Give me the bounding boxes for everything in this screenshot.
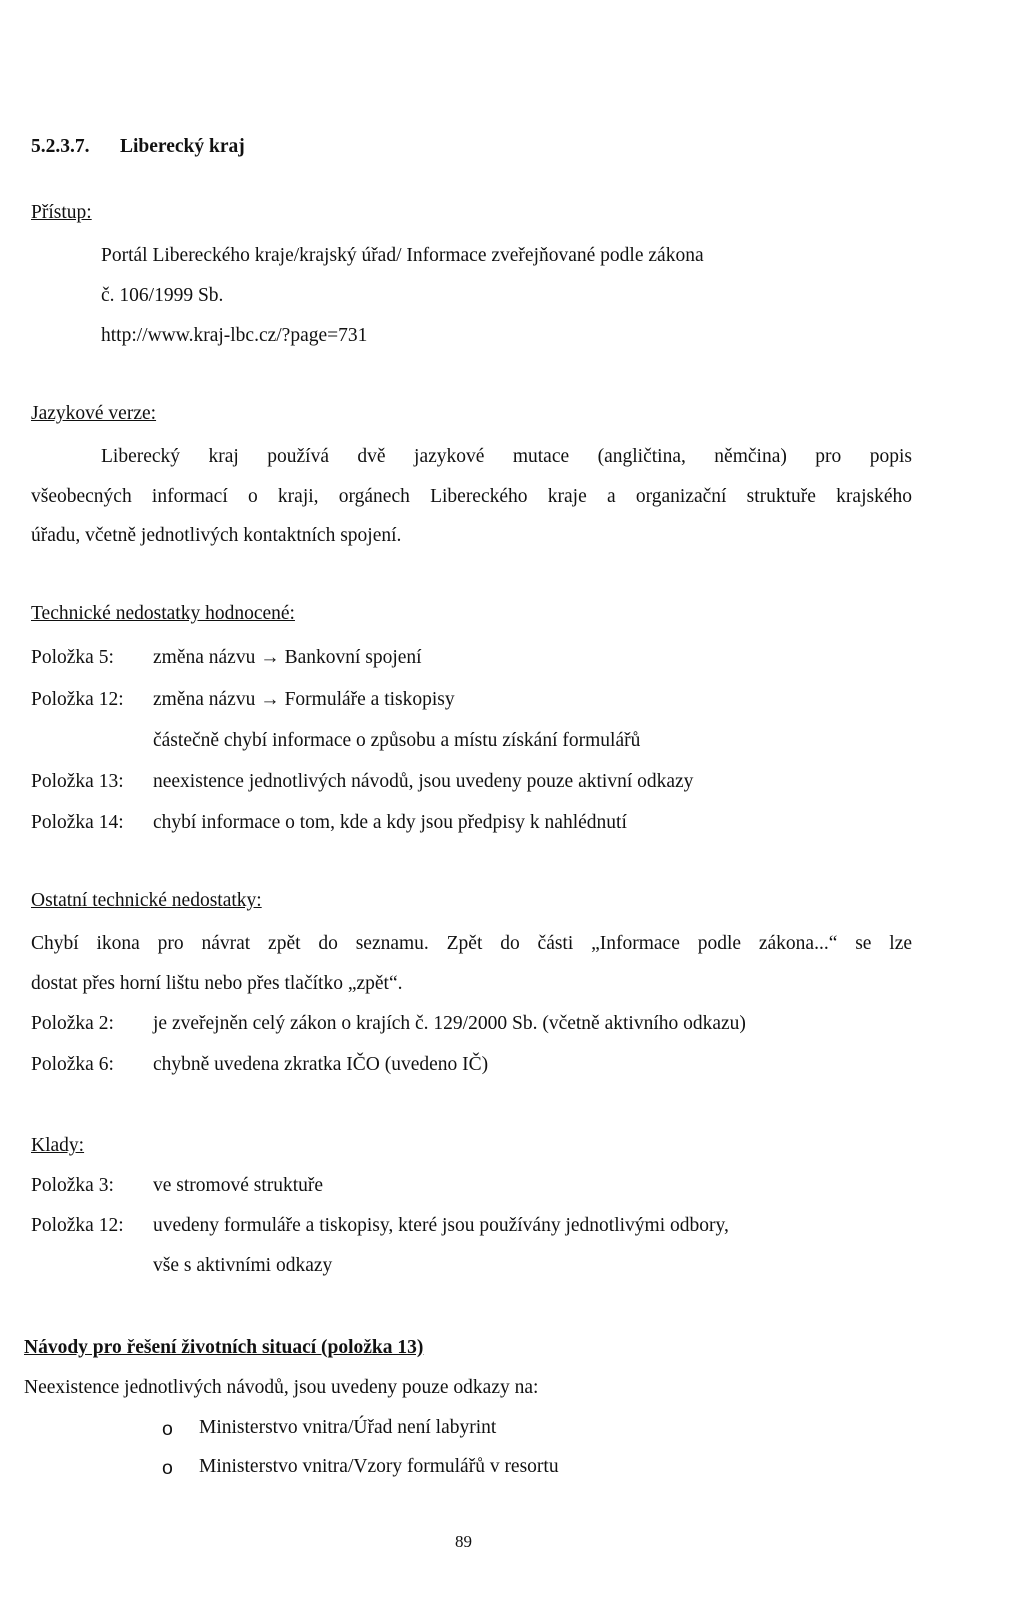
tech-rated-item: Položka 5: xyxy=(31,647,114,668)
access-line-1: Portál Libereckého kraje/krajský úřad/ Informace zveřejňované podle zákona xyxy=(101,245,704,266)
pros-item: Položka 3: xyxy=(31,1175,114,1196)
tech-rated-item: Položka 14: xyxy=(31,812,124,833)
guides-intro: Neexistence jednotlivých návodů, jsou uvedeny pouze odkazy na: xyxy=(24,1377,539,1398)
pros-text: ve stromové struktuře xyxy=(153,1175,324,1196)
access-url: http://www.kraj-lbc.cz/?page=731 xyxy=(101,325,368,346)
guides-title: Návody pro řešení životních situací (položka 13) xyxy=(24,1337,424,1358)
tech-other-line-2: dostat přes horní lištu nebo přes tlačítko „zpět“. xyxy=(31,973,403,994)
section-title: Liberecký kraj xyxy=(120,136,245,157)
languages-line-1: Liberecký kraj používá dvě jazykové mutace (angličtina, němčina) pro popis xyxy=(101,446,912,467)
tech-rated-text: neexistence jednotlivých návodů, jsou uvedeny pouze aktivní odkazy xyxy=(153,771,694,792)
tech-other-text: je zveřejněn celý zákon o krajích č. 129/2000 Sb. (včetně aktivního odkazu) xyxy=(153,1013,746,1034)
tech-rated-text: částečně chybí informace o způsobu a místu získání formulářů xyxy=(153,730,641,751)
tech-other-text: chybně uvedena zkratka IČO (uvedeno IČ) xyxy=(153,1054,489,1075)
languages-label: Jazykové verze: xyxy=(31,403,157,424)
tech-rated-item: Položka 13: xyxy=(31,771,124,792)
tech-other-item: Položka 6: xyxy=(31,1054,114,1075)
tech-other-line-1: Chybí ikona pro návrat zpět do seznamu. Zpět do části „Informace podle zákona...“ se lze xyxy=(31,933,912,954)
tech-other-item: Položka 2: xyxy=(31,1013,114,1034)
guides-item: Ministerstvo vnitra/Vzory formulářů v resortu xyxy=(199,1456,559,1477)
pros-text: uvedeny formuláře a tiskopisy, které jsou používány jednotlivými odbory, xyxy=(153,1215,729,1236)
tech-rated-item: Položka 12: xyxy=(31,689,124,710)
bullet-icon: o xyxy=(162,1457,173,1479)
pros-text: vše s aktivními odkazy xyxy=(153,1255,333,1276)
access-line-2: č. 106/1999 Sb. xyxy=(101,285,224,306)
pros-item: Položka 12: xyxy=(31,1215,124,1236)
languages-line-3: úřadu, včetně jednotlivých kontaktních spojení. xyxy=(31,525,402,546)
guides-item: Ministerstvo vnitra/Úřad není labyrint xyxy=(199,1417,497,1438)
page-number: 89 xyxy=(455,1532,472,1551)
bullet-icon: o xyxy=(162,1418,173,1440)
section-number: 5.2.3.7. xyxy=(31,136,90,157)
tech-other-label: Ostatní technické nedostatky: xyxy=(31,890,262,911)
pros-label: Klady: xyxy=(31,1135,85,1156)
access-label: Přístup: xyxy=(31,202,92,223)
tech-rated-text: změna názvu → Formuláře a tiskopisy xyxy=(153,689,455,710)
tech-rated-text: změna názvu → Bankovní spojení xyxy=(153,647,422,668)
tech-rated-label: Technické nedostatky hodnocené: xyxy=(31,603,295,624)
languages-line-2: všeobecných informací o kraji, orgánech Libereckého kraje a organizační struktuře krajského xyxy=(31,486,912,507)
tech-rated-text: chybí informace o tom, kde a kdy jsou předpisy k nahlédnutí xyxy=(153,812,627,833)
